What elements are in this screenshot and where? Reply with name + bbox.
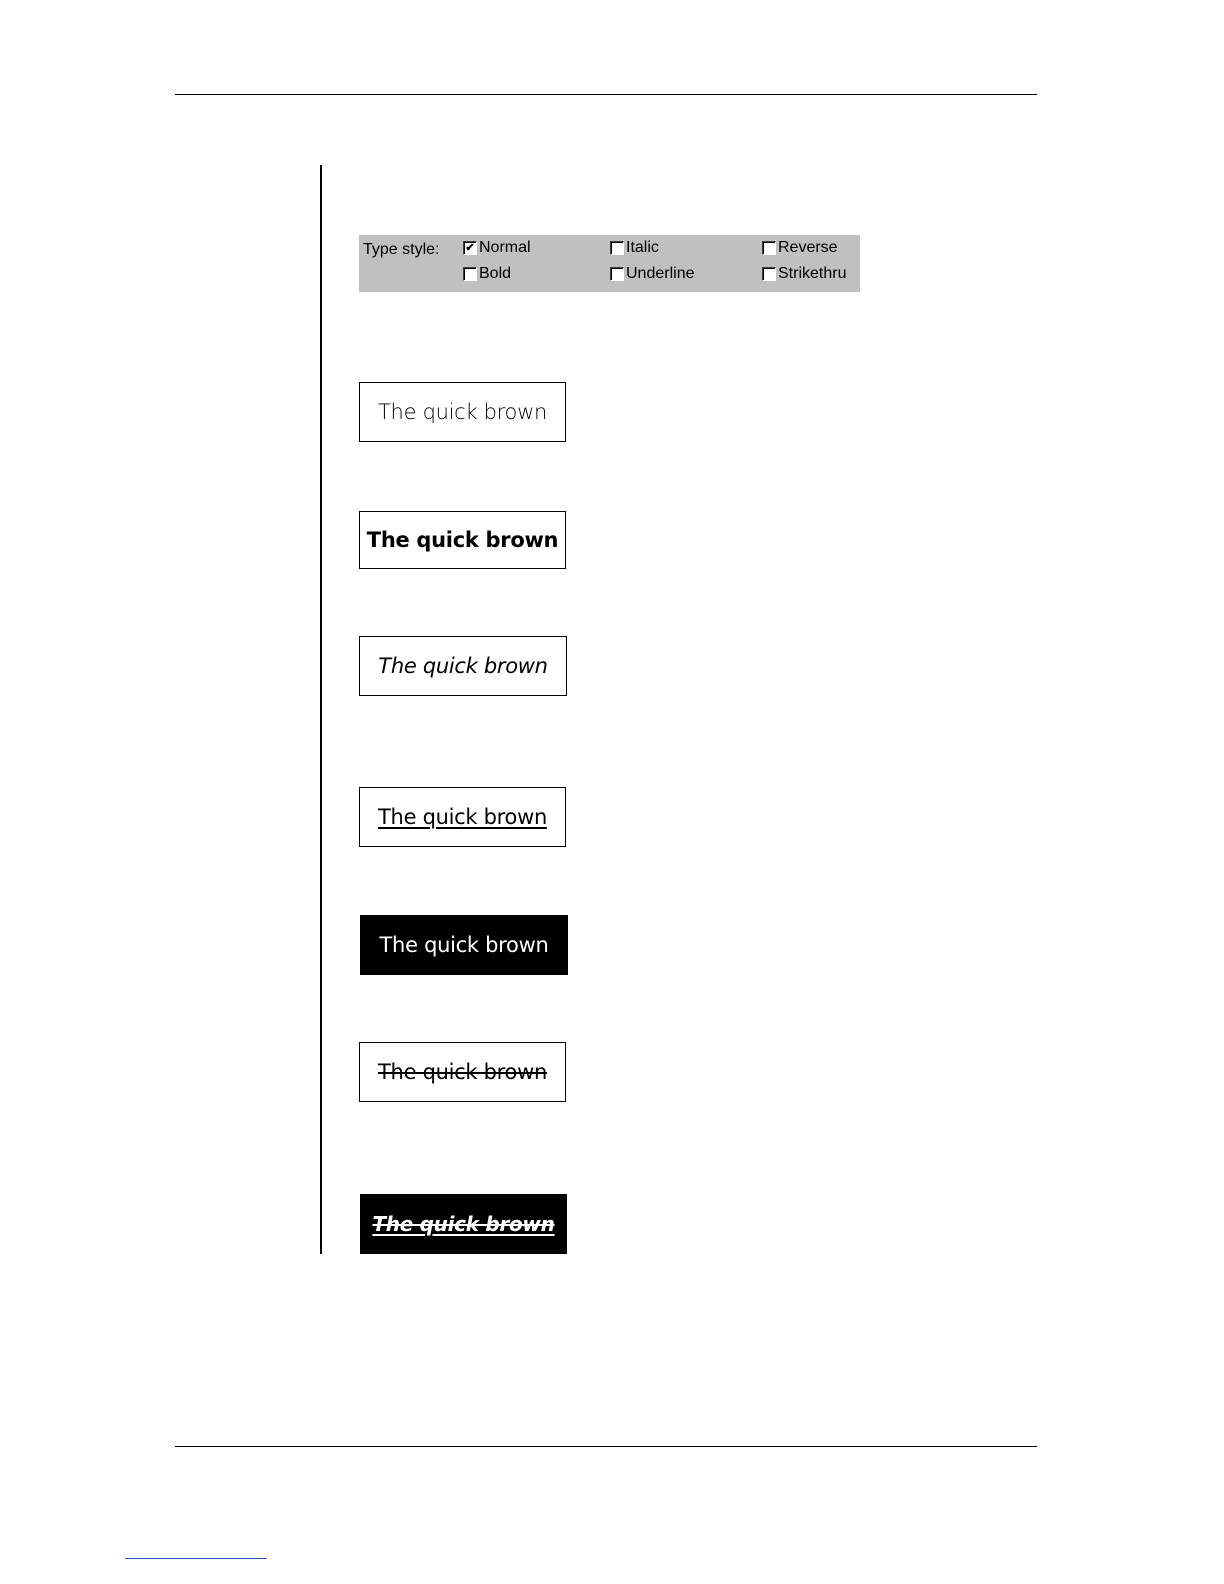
reverse-checkbox-label: Reverse bbox=[778, 239, 838, 256]
italic-checkbox[interactable] bbox=[610, 239, 659, 257]
type-style-panel bbox=[359, 235, 860, 292]
change-bar bbox=[320, 165, 322, 1254]
sample-italic: The quick brown bbox=[359, 636, 567, 696]
type-style-label: Type style: bbox=[363, 241, 440, 258]
bold-checkbox[interactable] bbox=[463, 265, 511, 283]
sample-normal: The quick brown bbox=[359, 382, 566, 442]
sample-reverse: The quick brown bbox=[360, 915, 568, 975]
header-rule bbox=[175, 94, 1037, 95]
sample-bold: The quick brown bbox=[359, 511, 566, 569]
sample-underline: The quick brown bbox=[359, 787, 566, 847]
normal-checkbox-label: Normal bbox=[479, 239, 531, 256]
underline-checkbox[interactable] bbox=[610, 265, 694, 283]
checkbox-icon[interactable] bbox=[610, 241, 624, 255]
checkbox-icon[interactable] bbox=[762, 241, 776, 255]
bold-checkbox-label: Bold bbox=[479, 265, 512, 282]
checkbox-icon[interactable] bbox=[463, 267, 477, 281]
italic-checkbox-label: Italic bbox=[626, 239, 659, 256]
sample-strikethru: The quick brown bbox=[359, 1042, 566, 1102]
footnote-separator bbox=[125, 1558, 267, 1559]
normal-checkbox[interactable] bbox=[463, 239, 531, 257]
strikethru-checkbox-label: Strikethru bbox=[778, 265, 847, 282]
footer-rule bbox=[175, 1446, 1037, 1447]
checkbox-icon[interactable] bbox=[762, 267, 776, 281]
checkbox-icon[interactable] bbox=[610, 267, 624, 281]
underline-checkbox-label: Underline bbox=[626, 265, 695, 282]
sample-combined-styles: The quick brown bbox=[360, 1194, 567, 1254]
reverse-checkbox[interactable] bbox=[762, 239, 838, 257]
strikethru-checkbox[interactable] bbox=[762, 265, 846, 283]
checkbox-checked-icon[interactable]: ✔ bbox=[463, 241, 477, 255]
